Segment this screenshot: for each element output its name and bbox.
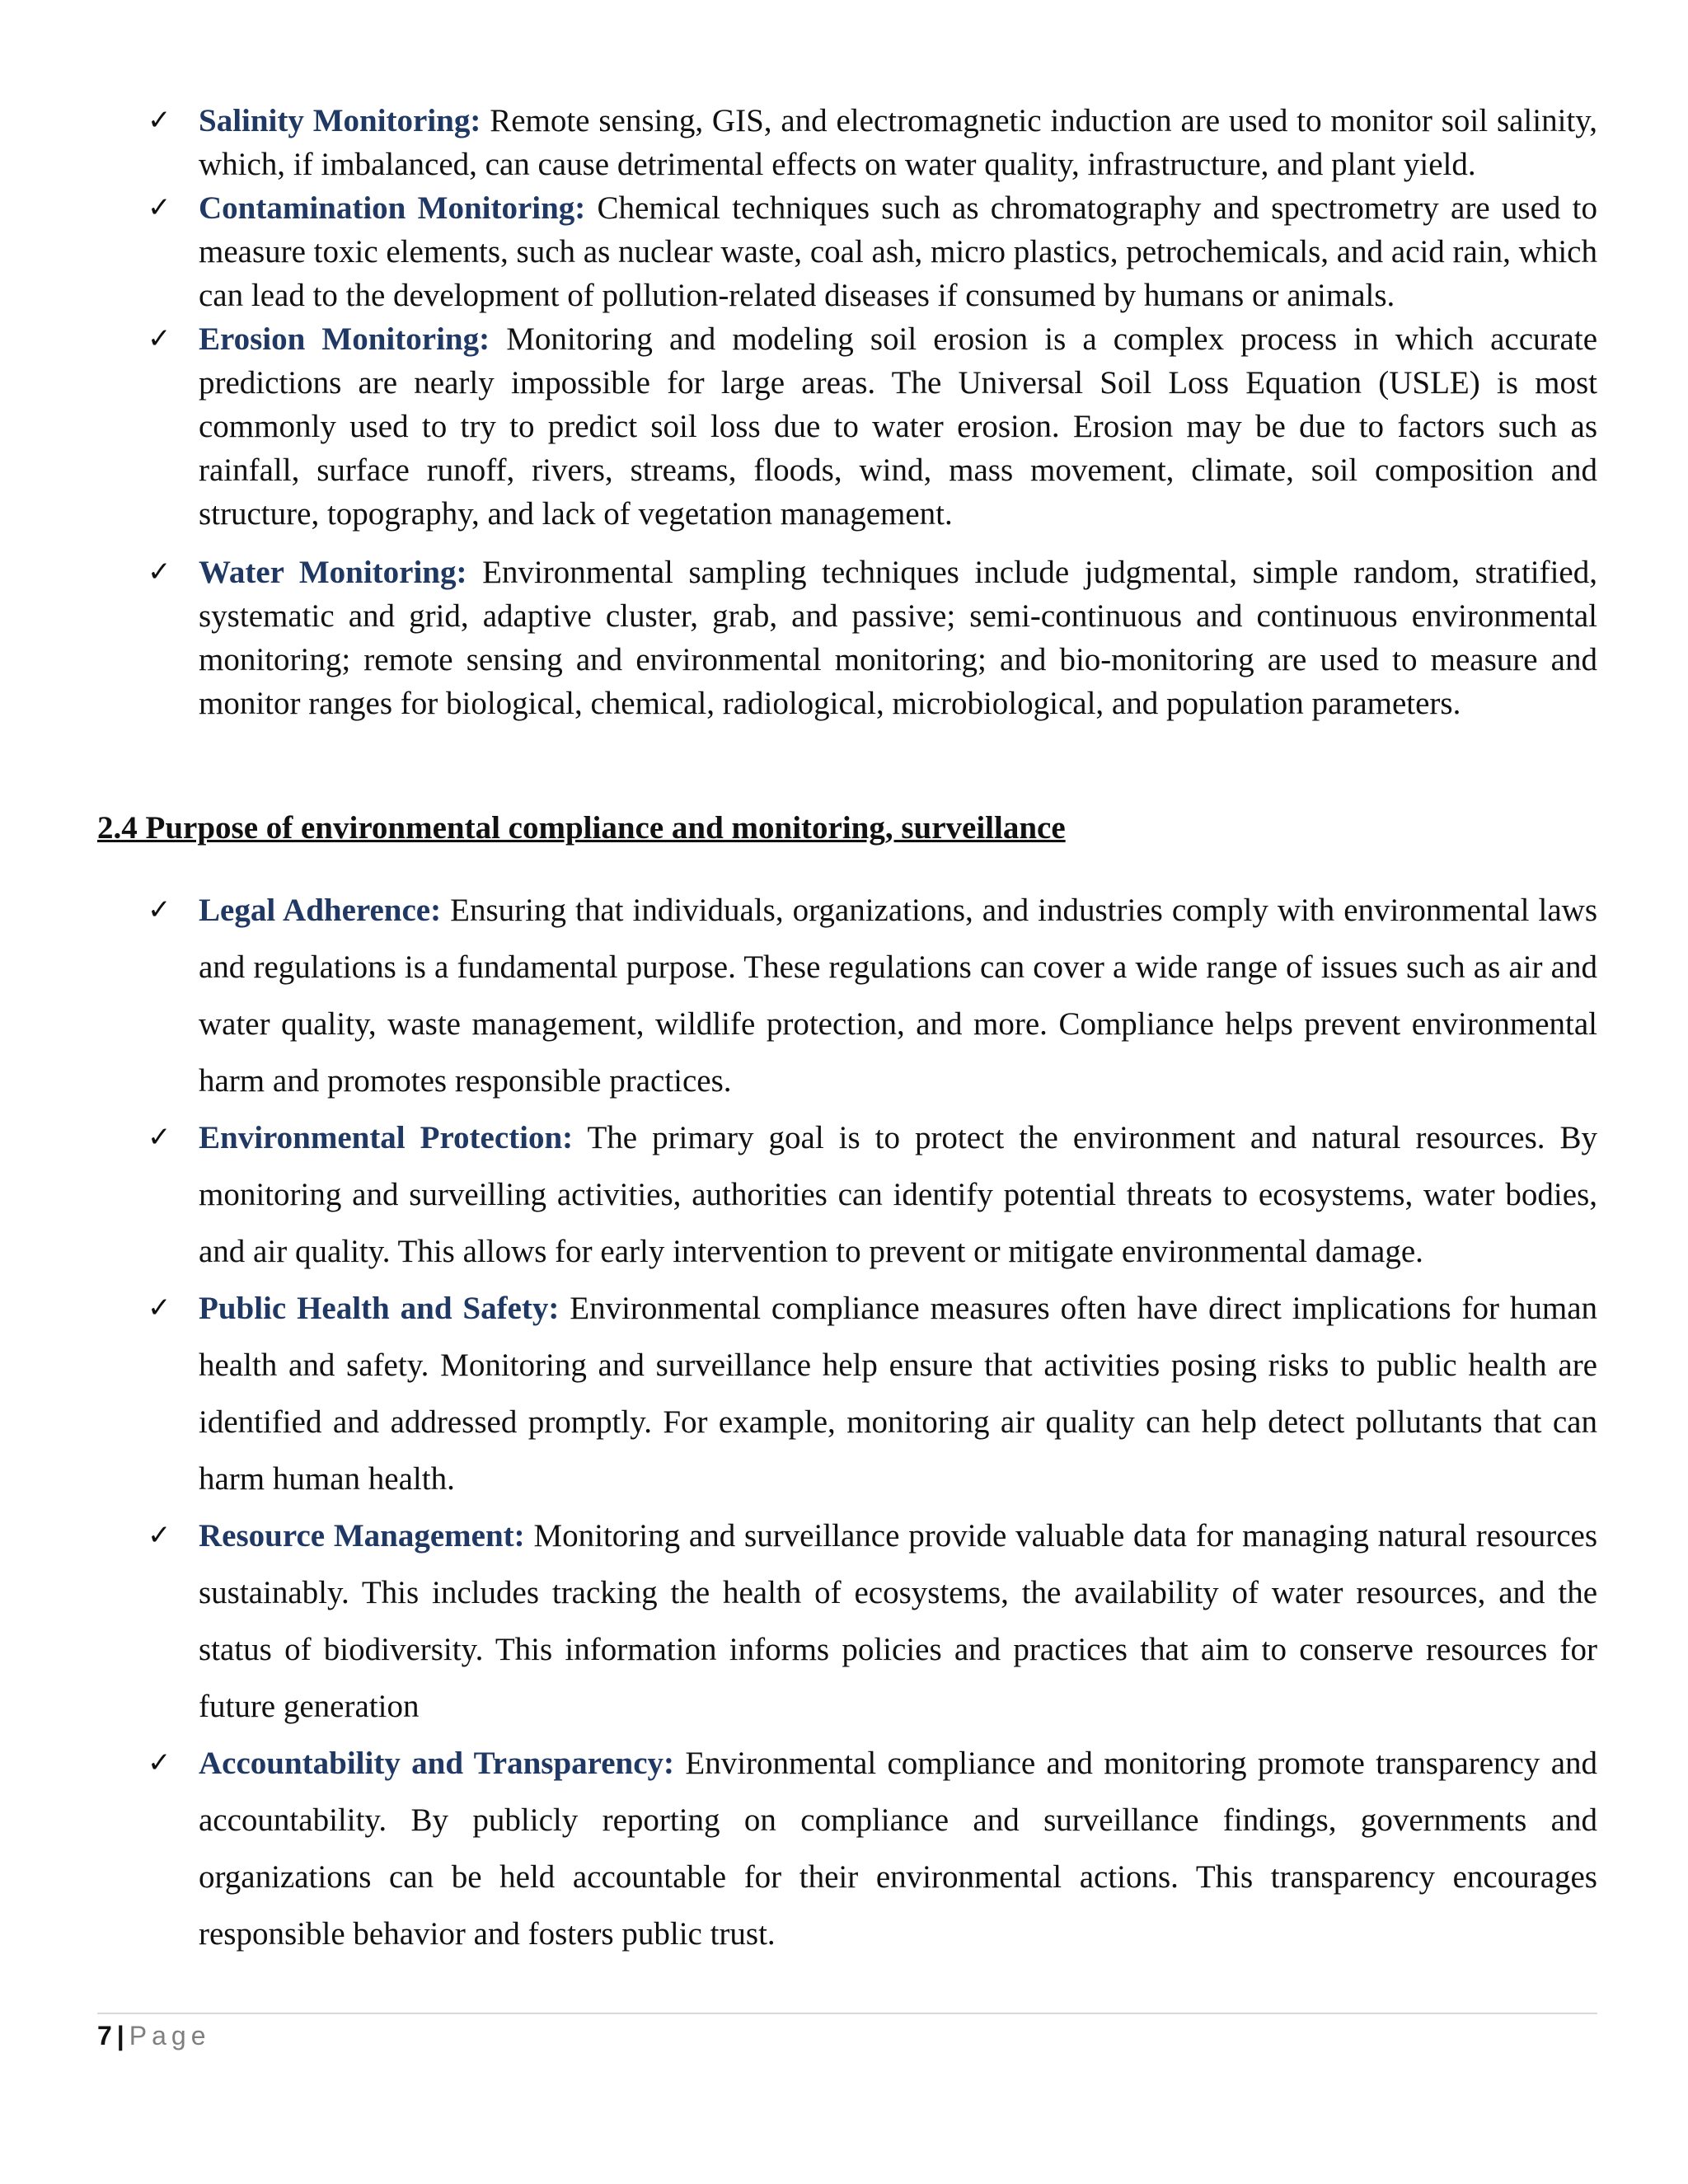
item-term: Contamination Monitoring: — [199, 190, 586, 226]
item-text: The primary goal is to protect the environment and natural resources. By monitoring and surveilling activities, authorities can identify potential threats to ecosystems, water bodies, and air quality. This allows for early intervention to prevent or mitigate environmental damage. — [199, 1120, 1597, 1269]
list-item — [97, 551, 1597, 725]
page-label: Page — [129, 2021, 211, 2050]
list-item — [97, 1735, 1597, 1962]
item-text: Chemical techniques such as chromatography and spectrometry are used to measure toxic elements, such as nuclear waste, coal ash, micro plastics, petrochemicals, and acid rain, which can lead to the development of pollution-related diseases if consumed by humans or animals. — [199, 190, 1598, 313]
item-text: Environmental compliance and monitoring promote transparency and accountability. By publicly reporting on compliance and surveillance findings, governments and organizations can be held accountable for their environmental actions. This transparency encourages responsible behavior and fosters public trust. — [199, 1746, 1597, 1952]
item-text: Monitoring and surveillance provide valuable data for managing natural resources sustainably. This includes tracking the health of ecosystems, the availability of water resources, and the status of biodiversity. This information informs policies and practices that aim to conserve resources for future generation — [199, 1518, 1597, 1724]
checkmark-icon: ✓ — [148, 322, 171, 355]
checkmark-icon: ✓ — [148, 893, 171, 926]
monitoring-types-list — [97, 99, 1597, 725]
item-term: Resource Management: — [199, 1518, 525, 1554]
checkmark-icon: ✓ — [148, 555, 171, 588]
list-item — [97, 882, 1597, 1109]
item-text: Environmental sampling techniques include judgmental, simple random, stratified, systematic and grid, adaptive cluster, grab, and passive; semi-continuous and continuous environmental monitoring; remote sensing and environmental monitoring; and bio-monitoring are used to measure and monitor ranges for biological, chemical, radiological, microbiological, and population parameters. — [199, 555, 1597, 721]
list-item — [97, 1109, 1597, 1280]
item-term: Legal Adherence: — [199, 893, 442, 928]
checkmark-icon: ✓ — [148, 1291, 171, 1324]
checkmark-icon: ✓ — [148, 191, 171, 224]
section-heading: 2.4 Purpose of environmental compliance and monitoring, surveillance — [97, 810, 1066, 846]
item-text: Environmental compliance measures often have direct implications for human health and safety. Monitoring and surveillance help ensure that activities posing risks to public health are identified and addressed promptly. For example, monitoring air quality can help detect pollutants that can harm human health. — [199, 1291, 1598, 1497]
page-footer — [97, 2018, 210, 2054]
checkmark-icon: ✓ — [148, 104, 171, 137]
item-text: Remote sensing, GIS, and electromagnetic induction are used to monitor soil salinity, which, if imbalanced, can cause detrimental effects on water quality, infrastructure, and plant yield. — [199, 103, 1597, 182]
item-text: Monitoring and modeling soil erosion is a complex process in which accurate predictions are nearly impossible for large areas. The Universal Soil Loss Equation (USLE) is most commonly used to try to predict soil loss due to water erosion. Erosion may be due to factors such as rainfall, surface runoff, rivers, streams, floods, wind, mass movement, climate, soil composition and structure, topography, and lack of vegetation management. — [199, 321, 1597, 532]
list-item — [97, 186, 1597, 317]
footer-divider — [97, 2013, 1597, 2014]
footer-separator: | — [116, 2021, 124, 2050]
item-term: Salinity Monitoring: — [199, 103, 481, 138]
checkmark-icon: ✓ — [148, 1519, 171, 1552]
item-term: Public Health and Safety: — [199, 1291, 560, 1326]
list-item — [97, 99, 1597, 186]
checkmark-icon: ✓ — [148, 1121, 171, 1154]
list-item — [97, 1280, 1597, 1507]
page-number: 7 — [97, 2021, 112, 2050]
item-text: Ensuring that individuals, organizations, and industries comply with environmental laws and regulations is a fundamental purpose. These regulations can cover a wide range of issues such as air and water quality, waste management, wildlife protection, and more. Compliance helps prevent environmental harm and promotes responsible practices. — [199, 893, 1597, 1099]
list-item — [97, 1507, 1597, 1735]
item-term: Accountability and Transparency: — [199, 1746, 675, 1781]
purpose-list — [97, 882, 1597, 1962]
checkmark-icon: ✓ — [148, 1746, 171, 1779]
list-item — [97, 317, 1597, 536]
item-term: Water Monitoring: — [199, 555, 467, 590]
item-term: Environmental Protection: — [199, 1120, 574, 1155]
item-term: Erosion Monitoring: — [199, 321, 490, 357]
